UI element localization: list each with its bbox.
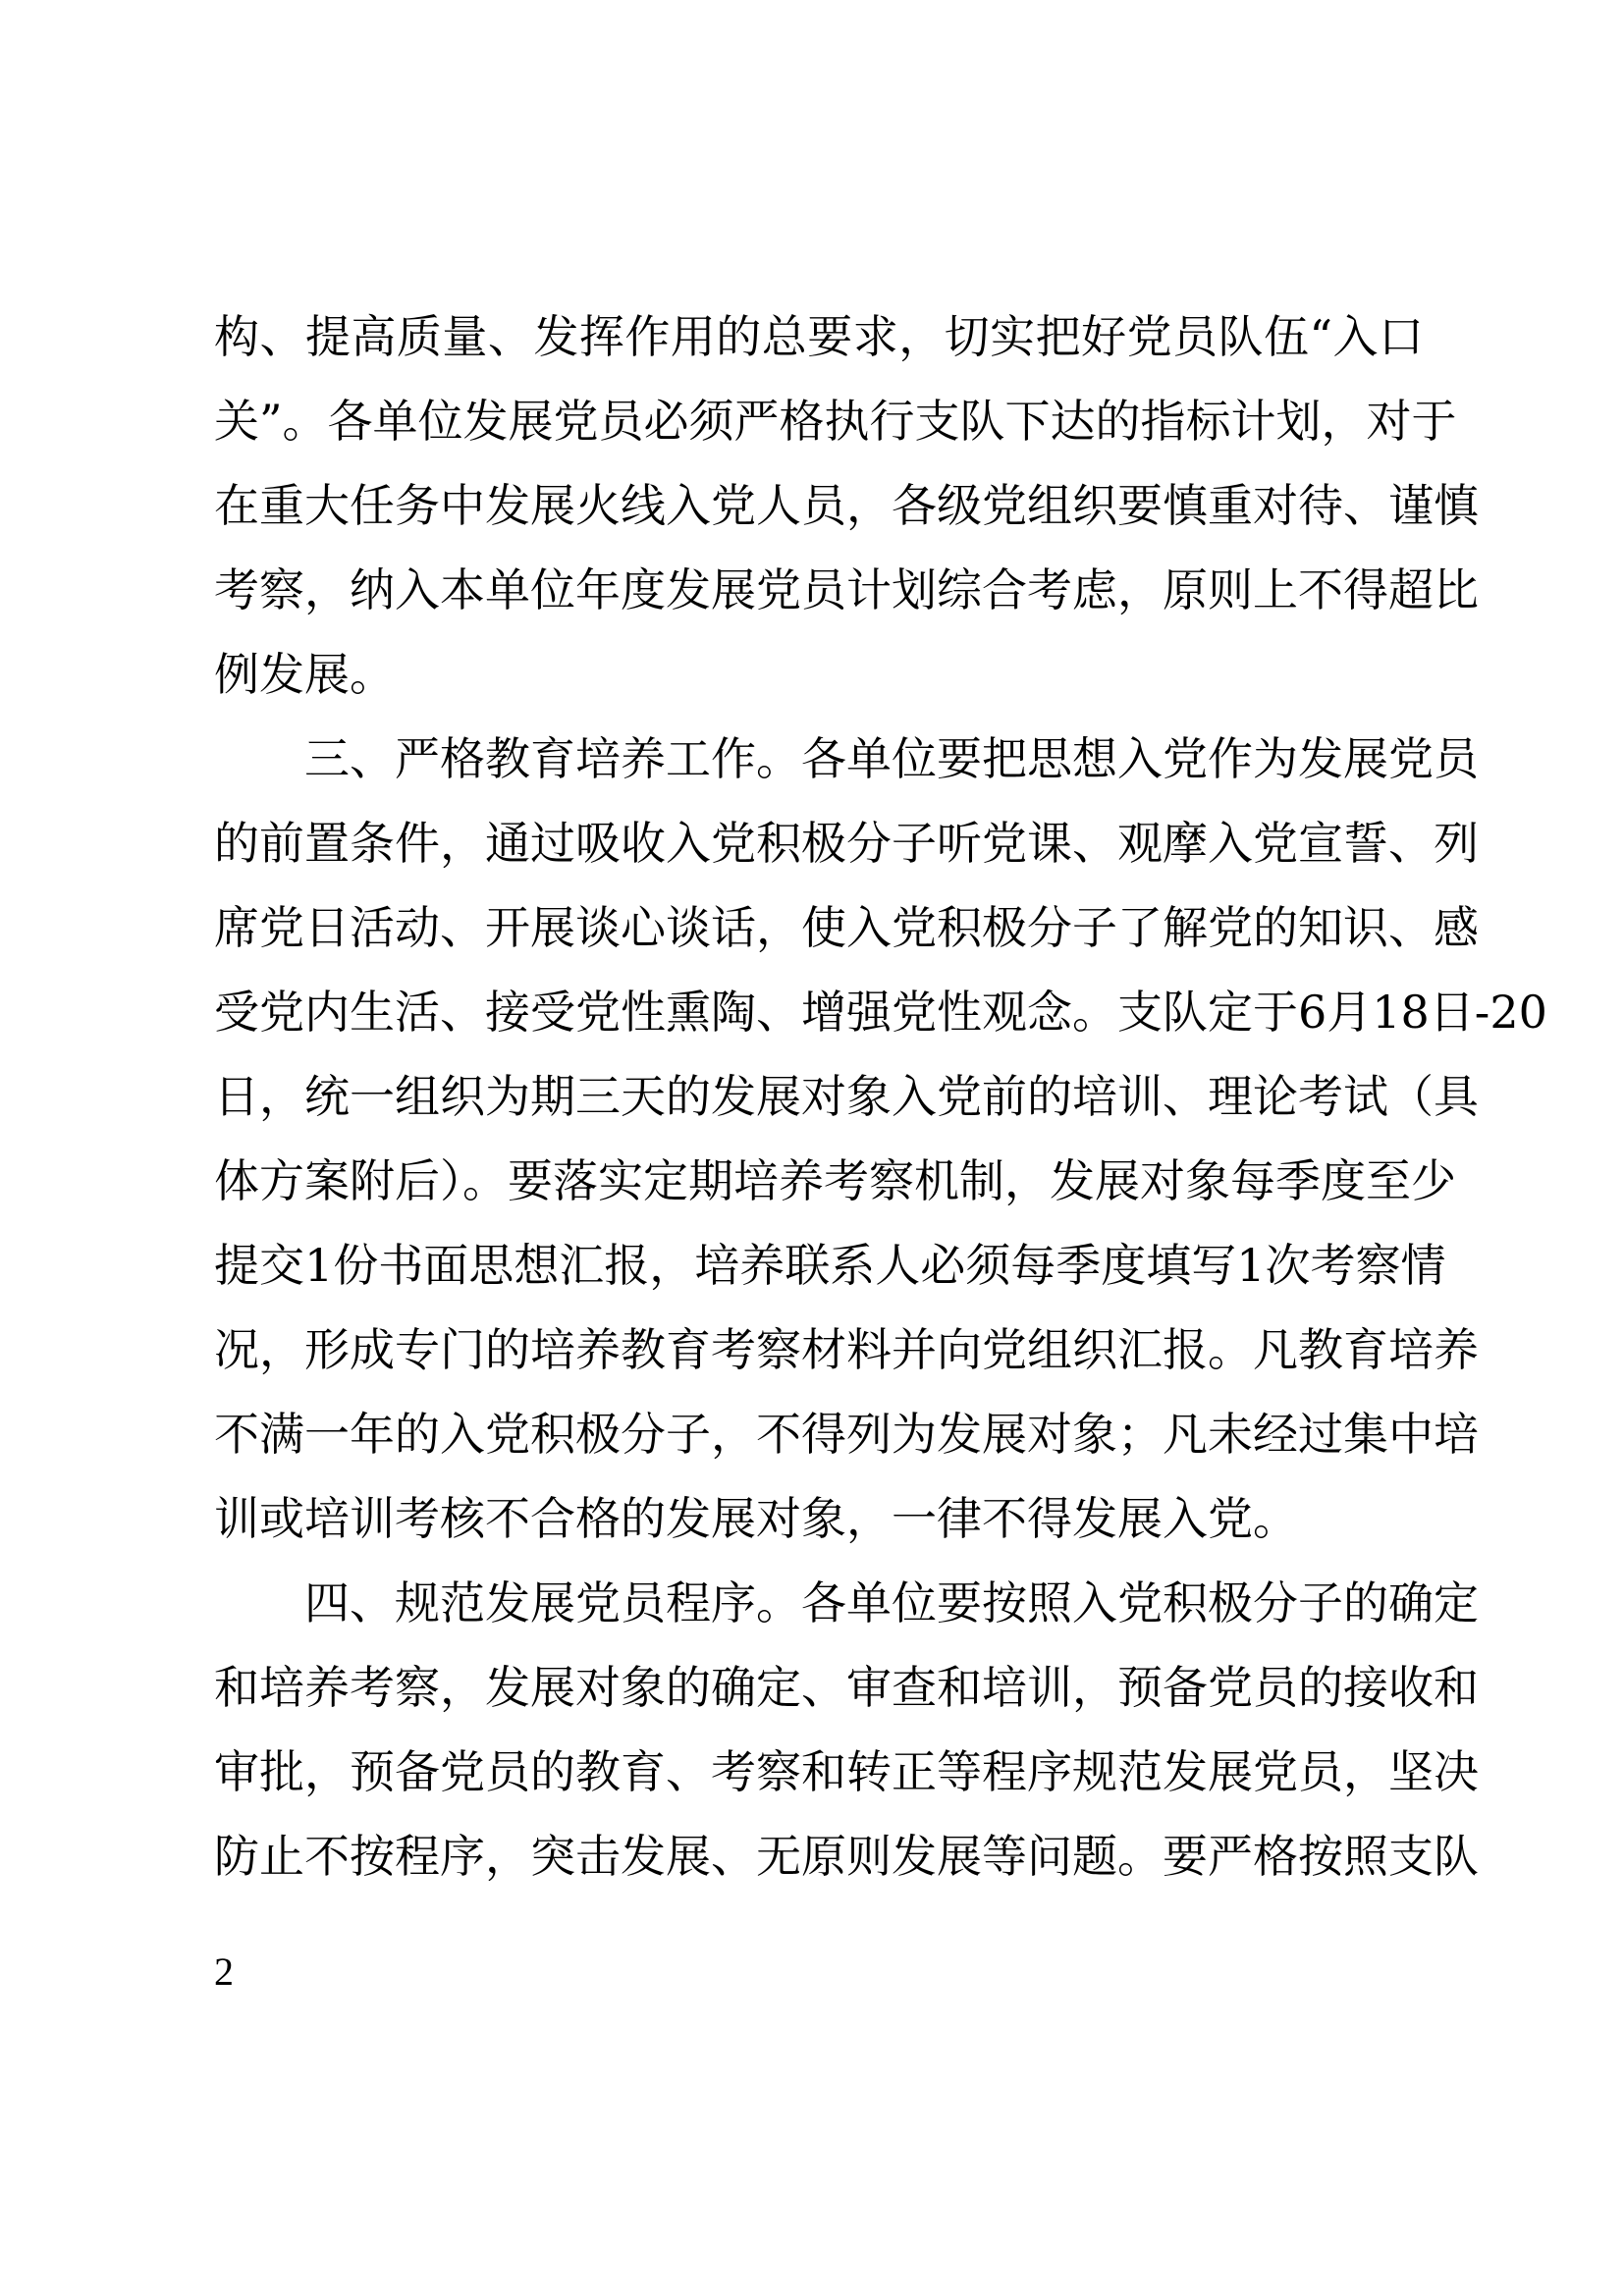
text-line: 受党内生活、接受党性熏陶、增强党性观念。支队定于6月18日-20 [214, 986, 1547, 1039]
text-line: 防止不按程序，突击发展、无原则发展等问题。要严格按照支队 [214, 1830, 1479, 1883]
text-line: 不满一年的入党积极分子，不得列为发展对象；凡未经过集中培 [214, 1408, 1479, 1461]
text-line: 四、规范发展党员程序。各单位要按照入党积极分子的确定 [304, 1576, 1479, 1629]
text-line: 体方案附后）。要落实定期培养考察机制，发展对象每季度至少 [214, 1154, 1456, 1207]
document-body [214, 294, 1547, 1898]
text-line: 例发展。 [214, 648, 395, 701]
text-line: 审批，预备党员的教育、考察和转正等程序规范发展党员，坚决 [214, 1745, 1479, 1798]
text-line: 和培养考察，发展对象的确定、审查和培训，预备党员的接收和 [214, 1661, 1479, 1714]
paragraph-procedure [214, 1561, 1479, 1898]
paragraph-continuation [214, 294, 1479, 717]
text-line: 构、提高质量、发挥作用的总要求，切实把好党员队伍“入口 [214, 310, 1424, 363]
text-line: 在重大任务中发展火线入党人员，各级党组织要慎重对待、谨慎 [214, 479, 1479, 532]
text-line: 考察，纳入本单位年度发展党员计划综合考虑，原则上不得超比 [214, 563, 1479, 616]
page-number: 2 [214, 1949, 234, 1994]
text-line: 提交1份书面思想汇报，培养联系人必须每季度填写1次考察情 [214, 1239, 1446, 1292]
text-line: 的前置条件，通过吸收入党积极分子听党课、观摩入党宣誓、列 [214, 817, 1479, 870]
text-line: 关”。各单位发展党员必须严格执行支队下达的指标计划，对于 [214, 395, 1457, 448]
text-line: 三、严格教育培养工作。各单位要把思想入党作为发展党员 [304, 732, 1479, 785]
text-line: 况，形成专门的培养教育考察材料并向党组织汇报。凡教育培养 [214, 1323, 1479, 1376]
text-line: 日，统一组织为期三天的发展对象入党前的培训、理论考试（具 [214, 1070, 1479, 1123]
paragraph-education-training [214, 717, 1547, 1561]
text-line: 席党日活动、开展谈心谈话，使入党积极分子了解党的知识、感 [214, 901, 1479, 954]
text-line: 训或培训考核不合格的发展对象，一律不得发展入党。 [214, 1492, 1298, 1545]
